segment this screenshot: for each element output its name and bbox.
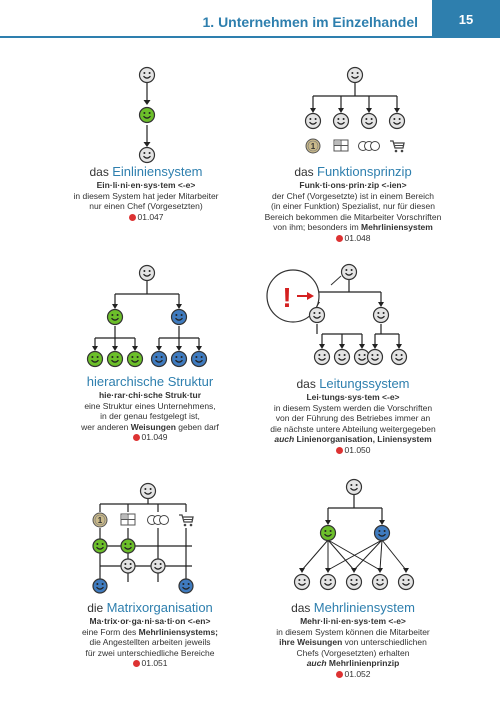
definition-line: (in einer Funktion) Spezialist, nur für diesen: [271, 201, 435, 212]
green-face-icon: [140, 108, 155, 123]
definition-line: von ihm; besonders im Mehrliniensystem: [273, 222, 433, 233]
reference: 01.048: [243, 233, 463, 244]
definition-line: der Chef (Vorgesetzte) ist in einem Bereich: [271, 190, 435, 201]
ref-dot-icon: [133, 660, 140, 667]
green-face-icon: [121, 539, 135, 553]
employee-face-icon: [347, 575, 362, 590]
also-line: auch Linienorganisation, Liniensystem: [274, 434, 432, 445]
reference: 01.050: [243, 445, 463, 456]
matrixorganisation-diagram: [86, 482, 216, 598]
hierarchie-diagram: [80, 264, 220, 374]
employee-face-icon: [373, 575, 388, 590]
chapter-title: 1. Unternehmen im Einzelhandel: [202, 14, 418, 30]
hyphenation: hie·rar·chi·sche Struk·tur: [98, 390, 202, 401]
ref-dot-icon: [336, 447, 343, 454]
article: das: [291, 601, 311, 615]
definition-line: für zwei unterschiedliche Bereiche: [85, 647, 215, 658]
hyphenation: Lei·tungs·sys·tem <-e>: [306, 392, 400, 403]
definition-line: ihre Weisungen von unterschiedlichen: [279, 637, 427, 648]
grid-icon: [121, 514, 135, 525]
entry-funktionsprinzip: [243, 164, 463, 243]
hyphenation: Funk·ti·ons·prin·zip <-ien>: [299, 180, 407, 191]
keyword: Mehrliniensystem: [313, 600, 415, 615]
ref-dot-icon: [336, 671, 343, 678]
ref-dot-icon: [336, 235, 343, 242]
blue-face-icon: [93, 579, 107, 593]
definition-line: die nächste untere Abteilung weitergegeben: [270, 423, 436, 434]
employee-face-icon: [362, 114, 377, 129]
svg-text:!: !: [282, 282, 292, 313]
reference: 01.051: [40, 658, 260, 669]
manager-face-icon: [310, 308, 325, 323]
definition-line: in diesem System werden die Vorschriften: [273, 402, 433, 413]
also-line: auch Mehrlinienprinzip: [306, 658, 400, 669]
boss-face-icon: [140, 68, 155, 83]
definition-line: in diesem System hat jeder Mitarbeiter: [73, 190, 219, 201]
shopping-cart-icon: [390, 141, 404, 152]
definition-line: wer anderen Weisungen geben darf: [81, 421, 219, 432]
employee-face-icon: [151, 559, 165, 573]
boss-face-icon: [141, 484, 156, 499]
hyphenation: Mehr·li·ni·en·sys·tem <-e>: [300, 616, 406, 627]
blue-face-icon: [152, 352, 167, 367]
employee-face-icon: [121, 559, 135, 573]
employee-face-icon: [392, 350, 407, 365]
definition-line: Bereich bekommen die Mitarbeiter Vorschriften: [264, 211, 442, 222]
entry-matrixorganisation: [40, 600, 260, 669]
employee-face-icon: [140, 148, 155, 163]
definition-line: nur einen Chef (Vorgesetzten): [89, 201, 203, 212]
ref-dot-icon: [133, 434, 140, 441]
entry-leitungssystem: [243, 376, 463, 455]
svg-text:1: 1: [97, 516, 103, 525]
hyphenation: Ma·trix·or·ga·ni·sa·ti·on <-en>: [89, 616, 211, 627]
svg-text:1: 1: [310, 142, 316, 151]
group-faces-icon: [148, 516, 169, 525]
article: das: [89, 165, 109, 179]
boss-face-icon: [348, 68, 363, 83]
boss-face-icon: [342, 265, 357, 280]
entry-einliniensystem: [36, 164, 256, 222]
employee-face-icon: [334, 114, 349, 129]
definition-line: von der Führung des Betriebes immer an: [275, 413, 431, 424]
blue-face-icon: [179, 579, 193, 593]
green-face-icon: [321, 526, 336, 541]
employee-face-icon: [315, 350, 330, 365]
leitungssystem-diagram: [265, 262, 405, 372]
keyword: Leitungssystem: [319, 376, 410, 391]
green-face-icon: [93, 539, 107, 553]
page-number-box: [432, 0, 500, 38]
employee-face-icon: [335, 350, 350, 365]
header-rule: [0, 36, 432, 38]
boss-face-icon: [140, 266, 155, 281]
article: das: [296, 377, 316, 391]
employee-face-icon: [321, 575, 336, 590]
keyword: Einliniensystem: [112, 164, 203, 179]
group-faces-icon: [359, 142, 380, 151]
keyword: Matrixorganisation: [106, 600, 213, 615]
mehrliniensystem-diagram: [288, 478, 428, 598]
definition-line: in diesem System können die Mitarbeiter: [276, 626, 430, 637]
boss-face-icon: [347, 480, 362, 495]
entry-mehrliniensystem: [243, 600, 463, 679]
ref-dot-icon: [129, 214, 136, 221]
coin-icon: [93, 513, 107, 527]
keyword: hierarchische Struktur: [86, 374, 214, 389]
blue-face-icon: [172, 352, 187, 367]
reference: 01.047: [36, 212, 256, 223]
employee-face-icon: [295, 575, 310, 590]
grid-icon: [334, 140, 348, 151]
employee-face-icon: [390, 114, 405, 129]
funktionsprinzip-diagram: [298, 66, 408, 161]
green-face-icon: [108, 310, 123, 325]
green-face-icon: [128, 352, 143, 367]
definition-line: eine Struktur eines Unternehmens,: [84, 400, 216, 411]
employee-face-icon: [399, 575, 414, 590]
reference: 01.052: [243, 669, 463, 680]
blue-face-icon: [172, 310, 187, 325]
definition-line: in der genau festgelegt ist,: [100, 411, 200, 422]
entry-hierarchische-struktur: [40, 374, 260, 443]
hyphenation: Ein·li·ni·en·sys·tem <-e>: [96, 180, 196, 191]
definition-line: eine Form des Mehrliniensystems;: [81, 626, 219, 637]
article: die: [87, 601, 104, 615]
blue-face-icon: [192, 352, 207, 367]
definition-line: die Angestellten arbeiten jeweils: [89, 637, 211, 648]
page-number: 15: [458, 11, 474, 27]
reference: 01.049: [40, 432, 260, 443]
blue-face-icon: [375, 526, 390, 541]
employee-face-icon: [306, 114, 321, 129]
green-face-icon: [108, 352, 123, 367]
keyword: Funktionsprinzip: [317, 164, 412, 179]
shopping-cart-icon: [179, 515, 193, 526]
manager-face-icon: [374, 308, 389, 323]
einliniensystem-diagram: [120, 62, 180, 162]
article: das: [294, 165, 314, 179]
definition-line: Chefs (Vorgesetzten) erhalten: [296, 647, 410, 658]
green-face-icon: [88, 352, 103, 367]
coin-icon: [306, 139, 320, 153]
employee-face-icon: [368, 350, 383, 365]
